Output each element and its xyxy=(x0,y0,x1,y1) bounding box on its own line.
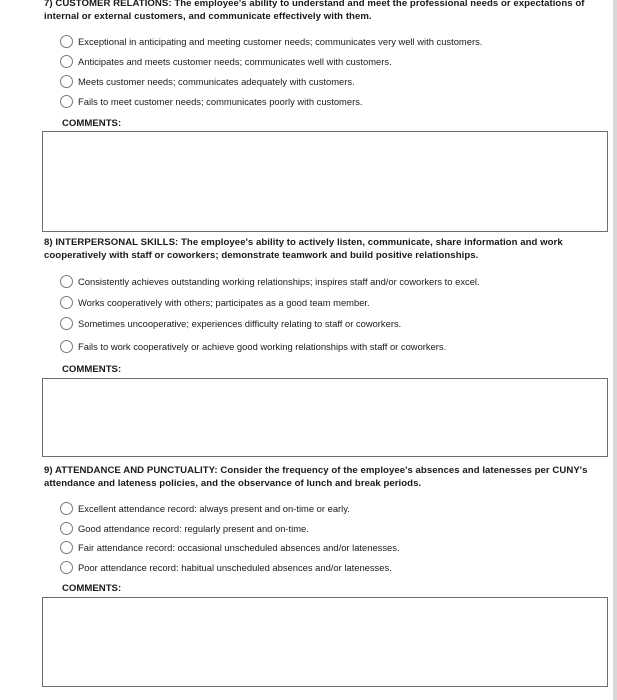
option-anticipates[interactable] xyxy=(60,52,392,70)
section-heading: 9) ATTENDANCE AND PUNCTUALITY: Consider the frequency of the employee's absences and latenesses per CUNY's attendance and lateness policies, and the observance of lunch and break periods. xyxy=(44,465,588,489)
radio-button[interactable] xyxy=(60,541,73,554)
option-label: Fails to meet customer needs; communicates poorly with customers. xyxy=(78,95,363,107)
option-label: Good attendance record: regularly present and on-time. xyxy=(78,522,309,534)
option-label: Anticipates and meets customer needs; communicates well with customers. xyxy=(78,55,392,67)
option-label: Exceptional in anticipating and meeting customer needs; communicates very well with customers. xyxy=(78,35,483,47)
option-exceptional[interactable] xyxy=(60,32,482,50)
option-sometimes[interactable] xyxy=(60,314,401,332)
option-fails[interactable] xyxy=(60,337,446,355)
comments-label: COMMENTS: xyxy=(62,364,122,375)
section-heading: 7) CUSTOMER RELATIONS: The employee's ability to understand and meet the professional needs or expectations of internal or external customers, and communicate effectively with them. xyxy=(44,0,585,22)
option-label: Poor attendance record: habitual unscheduled absences and/or latenesses. xyxy=(78,561,392,573)
option-excellent[interactable] xyxy=(60,499,350,517)
option-fair[interactable] xyxy=(60,538,400,556)
radio-button[interactable] xyxy=(60,296,73,309)
option-consistently[interactable] xyxy=(60,272,480,290)
radio-button[interactable] xyxy=(60,95,73,108)
option-label: Works cooperatively with others; participates as a good team member. xyxy=(78,296,370,308)
radio-button[interactable] xyxy=(60,502,73,515)
option-label: Excellent attendance record: always present and on-time or early. xyxy=(78,502,350,514)
option-label: Fails to work cooperatively or achieve good working relationships with staff or coworkers. xyxy=(78,340,447,352)
comments-label: COMMENTS: xyxy=(62,118,122,129)
radio-button[interactable] xyxy=(60,35,73,48)
comments-textarea[interactable] xyxy=(42,378,608,457)
option-poor[interactable] xyxy=(60,558,392,576)
page-edge xyxy=(613,0,617,700)
option-label: Consistently achieves outstanding working relationships; inspires staff and/or coworkers to excel. xyxy=(78,275,480,287)
radio-button[interactable] xyxy=(60,561,73,574)
option-cooperative[interactable] xyxy=(60,293,370,311)
radio-button[interactable] xyxy=(60,317,73,330)
comments-textarea[interactable] xyxy=(42,131,608,232)
option-label: Meets customer needs; communicates adequately with customers. xyxy=(78,75,355,87)
radio-button[interactable] xyxy=(60,340,73,353)
radio-button[interactable] xyxy=(60,275,73,288)
comments-label: COMMENTS: xyxy=(62,583,122,594)
option-meets[interactable] xyxy=(60,72,355,90)
option-label: Sometimes uncooperative; experiences difficulty relating to staff or coworkers. xyxy=(78,317,402,329)
radio-button[interactable] xyxy=(60,75,73,88)
radio-button[interactable] xyxy=(60,522,73,535)
option-fails[interactable] xyxy=(60,92,362,110)
option-good[interactable] xyxy=(60,519,309,537)
comments-textarea[interactable] xyxy=(42,597,608,687)
option-label: Fair attendance record: occasional unscheduled absences and/or latenesses. xyxy=(78,541,400,553)
radio-button[interactable] xyxy=(60,55,73,68)
section-heading: 8) INTERPERSONAL SKILLS: The employee's ability to actively listen, communicate, share information and work cooperatively with staff or coworkers; demonstrate teamwork and build positive relationships. xyxy=(44,237,563,261)
